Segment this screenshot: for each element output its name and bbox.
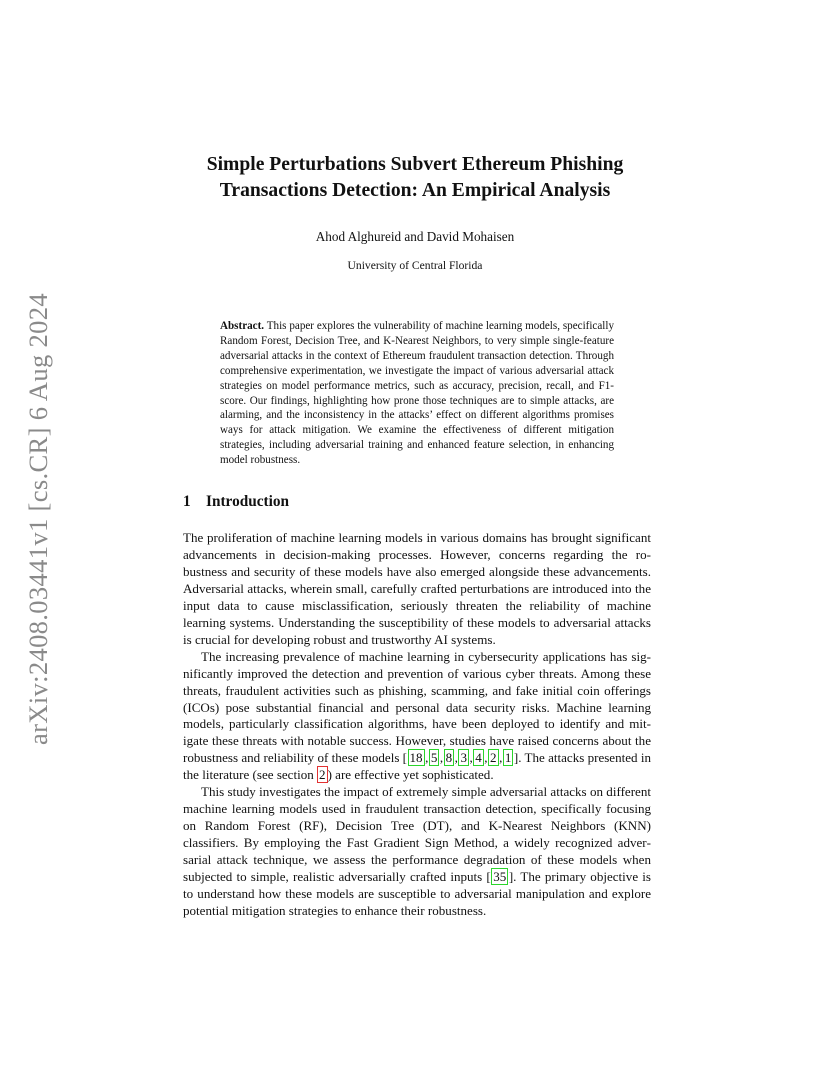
citation-link[interactable]: 35 — [493, 869, 507, 885]
citation-link[interactable]: 1 — [504, 750, 512, 766]
citation-link[interactable]: 18 — [409, 750, 423, 766]
paragraph-3-text-a: This study investigates the impact of extremely simple adversarial attacks on different machine learning models used in fraudulent transaction detection, specifically focusing on Random Forest (RF), Decision Tree (DT), and K-Nearest Neighbors (KNN) classifiers. By employing the Fast Gradient Sign Method, a widely recognized adversarial attack technique, we assess the performance degradation of these models when subjected to simple, realistic adversarially crafted inputs [ — [183, 784, 651, 885]
paragraph-2-text-c: ) are effective yet sophisticated. — [327, 767, 494, 783]
paper-title — [150, 152, 680, 204]
introduction-body — [183, 530, 651, 920]
section-reference-link[interactable]: 2 — [319, 767, 326, 783]
paragraph-2-text-b: ]. The attacks presented in the literature (see section — [183, 750, 651, 783]
abstract-text: This paper explores the vulnerability of machine learning models, specifically Random Forest, Decision Tree, and K-Nearest Neighbors, to very simple single-feature adversarial attacks in the context of Ethereum fraudulent transaction detection. Through comprehensive experimentation, we investigate the impact of various adversarial attack strategies on model performance metrics, such as accuracy, precision, recall, and F1-score. Our findings, highlighting how prone those techniques are to simple attacks, are alarming, and the inconsistency in the attacks’ effect on different algorithms promises ways for attack mitigation. We examine the effectiveness of different mitigation strategies, including adversarial training and enhanced feature selection, in enhancing model robustness. — [220, 320, 614, 467]
citation-link[interactable]: 8 — [445, 750, 453, 766]
citation-link[interactable]: 2 — [490, 750, 497, 766]
citation-link[interactable]: 3 — [460, 750, 467, 766]
title-line-1: Simple Perturbations Subvert Ethereum Phishing — [206, 154, 624, 175]
paragraph-3 — [183, 784, 651, 920]
section-heading-introduction — [183, 492, 289, 512]
paragraph-2-text-a: The increasing prevalence of machine learning in cybersecurity applications has significantly improved the detection and prevention of various cyber threats. Among these threats, fraudulent activities such as phishing, scamming, and fake initial coin offerings (ICOs) pose substantial financial and personal data security risks. Machine learning models, particularly classification algorithms, have been deployed to identify and mitigate these threats with notable success. However, studies have raised concerns about the robustness and reliability of these models [ — [183, 648, 651, 766]
author-list: Ahod Alghureid and David Mohaisen — [315, 229, 515, 244]
paragraph-1: The proliferation of machine learning models in various domains has brought significant advancements in decision-making processes. However, concerns regarding the robustness and security of these models have also emerged alongside these advancements. Adversarial attacks, wherein small, carefully crafted perturbations are introduced into the input data to cause misclassification, seriously threaten the reliability of machine learning systems. Understanding the susceptibility of these models to adversarial attacks is crucial for developing robust and trustworthy AI systems. — [183, 530, 651, 647]
citation-link[interactable]: 4 — [475, 750, 482, 766]
section-title: Introduction — [206, 493, 290, 510]
abstract-label: Abstract. — [220, 320, 265, 332]
citation-link[interactable]: 5 — [430, 750, 438, 766]
paragraph-3-text-b: ]. The primary objective is to understand how these models are susceptible to adversarial manipulation and explore potential mitigation strategies to enhance their robustness. — [183, 869, 651, 918]
arxiv-stamp-text: arXiv:2408.03441v1 [cs.CR] 6 Aug 2024 — [24, 303, 53, 745]
author-affiliation: University of Central Florida — [347, 259, 483, 272]
abstract — [220, 319, 614, 468]
arxiv-identifier-stamp — [16, 290, 56, 750]
title-line-2: Transactions Detection: An Empirical Analysis — [219, 180, 611, 201]
paragraph-2: The increasing prevalence of machine learning in cybersecurity applications has significantly improved the detection and prevention of various cyber threats. Among these threats, fraudulent activities such as phishing, scamming, and fake initial coin offerings (ICOs) pose substantial financial and personal data security risks. Machine learning models, particularly classification algorithms, have been deployed to identify and mitigate these threats with notable success. However, studies have raised concerns about the robustness and reliability of these models [ 18 , 5 , 8 , 3 , 4 , 2 , 1 ]. The attacks presented in the literature (see section 2 ) are effective yet sophisticated. — [183, 648, 651, 783]
section-number: 1 — [183, 493, 191, 510]
